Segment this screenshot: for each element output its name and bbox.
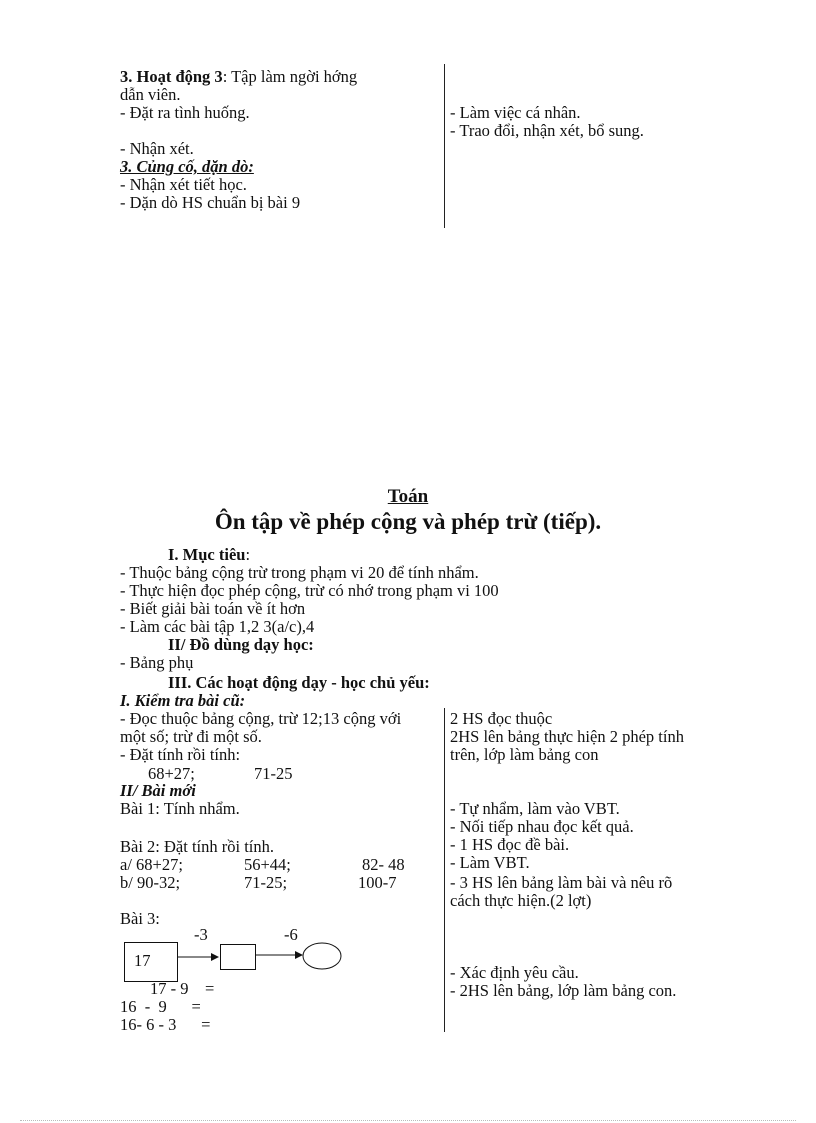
objectives-heading-colon: : [245,545,251,564]
response-4: - Nối tiếp nhau đọc kết quả. [450,817,634,836]
exercise-2a-expr-3: 82- 48 [362,855,405,874]
exercise-2b-expr-3: 100-7 [358,873,397,892]
activity-3-rest: : Tập làm ngời hớng [222,67,358,86]
equation-1: 17 - 9 = [150,979,215,998]
equation-2: 16 - 9 = [120,997,201,1016]
diagram-op-minus-3: -3 [194,925,208,944]
activity-3-heading-cont: dẫn viên. [120,85,181,104]
response-7b: cách thực hiện.(2 lợt) [450,891,592,910]
response-2a: 2HS lên bảng thực hiện 2 phép tính [450,727,684,746]
subject-title: Toán [387,486,429,507]
review-text-1a: - Đọc thuộc bảng cộng, trừ 12;13 cộng với [120,709,402,728]
objective-4: - Làm các bài tập 1,2 3(a/c),4 [120,617,315,636]
exercise-2b-label: b/ 90-32; [120,873,181,892]
activities-heading: III. Các hoạt động dạy - học chủ yếu: [168,673,430,692]
right-text-2: - Trao đổi, nhận xét, bổ sung. [450,121,644,140]
response-3: - Tự nhẩm, làm vào VBT. [450,799,620,818]
left-text-4: - Dặn dò HS chuẩn bị bài 9 [120,193,301,212]
response-6: - Làm VBT. [450,853,530,872]
activity-3-number: 3. [120,67,133,86]
left-text-3: - Nhận xét tiết học. [120,175,247,194]
lesson-title: Ôn tập về phép cộng và phép trừ (tiếp). [214,509,602,534]
consolidation-heading: 3. Củng cố, dặn dò: [120,157,254,176]
diagram-op-minus-6: -6 [284,925,298,944]
response-1: 2 HS đọc thuộc [450,709,553,728]
response-7a: - 3 HS lên bảng làm bài và nêu rõ [450,873,673,892]
review-text-2: - Đặt tính rồi tính: [120,745,241,764]
objective-3: - Biết giải bài toán về ít hơn [120,599,306,618]
objective-2: - Thực hiện đọc phép cộng, trừ có nhớ trong phạm vi 100 [120,581,499,600]
review-heading: I. Kiểm tra bài cũ: [120,691,246,710]
exercise-3: Bài 3: [120,909,160,928]
activity-3-title: Hoạt động 3 [136,67,223,86]
right-text-1: - Làm việc cá nhân. [450,103,581,122]
response-9: - 2HS lên bảng, lớp làm bảng con. [450,981,677,1000]
equation-3: 16- 6 - 3 = [120,1015,211,1034]
review-expr-2: 71-25 [254,764,293,783]
exercise-2b-expr-2: 71-25; [244,873,288,892]
exercise-2a-label: a/ 68+27; [120,855,183,874]
material-1: - Bảng phụ [120,653,194,672]
exercise-2a-expr-2: 56+44; [244,855,291,874]
response-2b: trên, lớp làm bảng con [450,745,599,764]
page-bottom-dotted-rule [20,1120,796,1121]
review-text-1b: một số; trừ đi một số. [120,727,262,746]
exercise-2: Bài 2: Đặt tính rồi tính. [120,837,274,856]
diagram-start-value: 17 [134,951,151,970]
left-text-1: - Đặt ra tình huống. [120,103,250,122]
new-lesson-heading: II/ Bài mới [120,781,196,800]
left-text-2: - Nhận xét. [120,139,194,158]
review-expr-1: 68+27; [148,764,195,783]
objectives-heading-text: I. Mục tiêu [168,545,246,564]
objective-1: - Thuộc bảng cộng trừ trong phạm vi 20 để tính nhẩm. [120,563,479,582]
exercise-1: Bài 1: Tính nhẩm. [120,799,240,818]
diagram-result-oval [303,943,341,969]
materials-heading: II/ Đồ dùng dạy học: [168,635,314,654]
response-5: - 1 HS đọc đề bài. [450,835,570,854]
response-8: - Xác định yêu cầu. [450,963,579,982]
